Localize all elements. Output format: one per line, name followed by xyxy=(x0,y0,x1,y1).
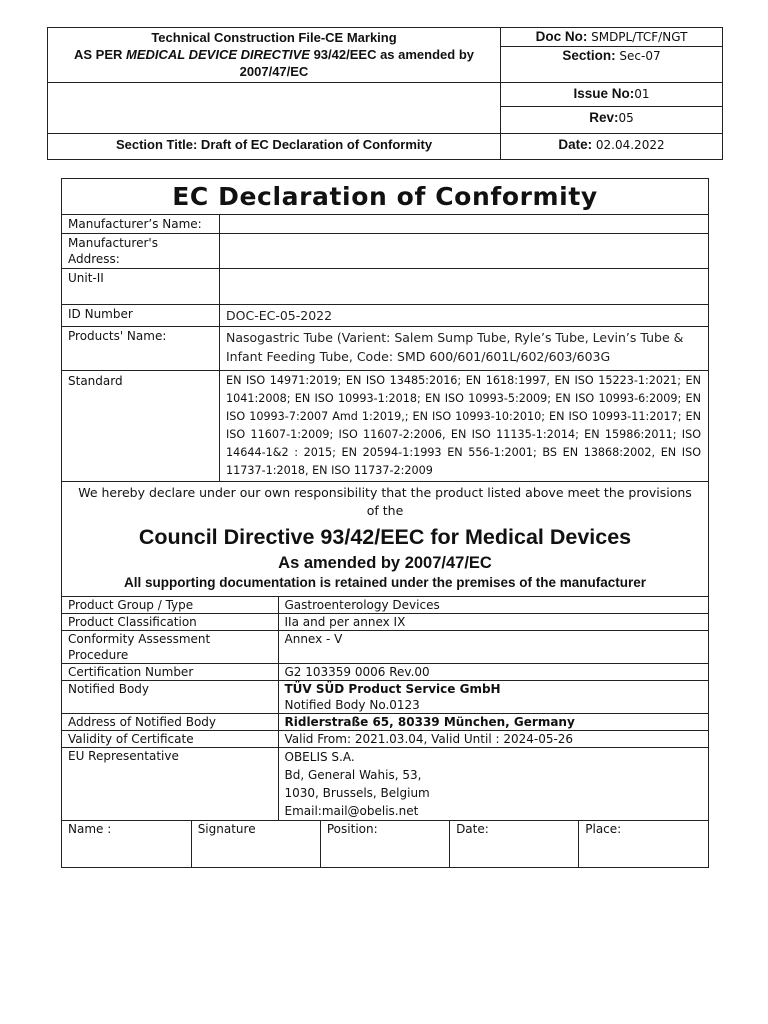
name-field[interactable]: Name : xyxy=(62,821,191,867)
table-row xyxy=(62,597,708,614)
notified-body-label: Notified Body xyxy=(62,681,278,714)
amended-heading: As amended by 2007/47/EC xyxy=(278,554,492,572)
eu-rep-line4: Email:mail@obelis.net xyxy=(284,804,419,818)
supporting-docs-note: All supporting documentation is retained under the premises of the manufacturer xyxy=(123,575,647,590)
directive-heading: Council Directive 93/42/EEC for Medical Devices xyxy=(138,525,632,549)
id-number-value: DOC-EC-05-2022 xyxy=(220,305,709,327)
signature-field[interactable]: Signature xyxy=(191,821,320,867)
eu-rep-line1: OBELIS S.A. xyxy=(284,750,355,764)
header-title-line2 xyxy=(48,46,500,63)
notified-body-value xyxy=(278,681,708,714)
standard-value: EN ISO 14971:2019; EN ISO 13485:2016; EN 1618:1997, EN ISO 15223-1:2021; EN 1041:2008; EN ISO 10993-1:2018; EN ISO 10993-5:2009; EN ISO 10993-6:2009; EN ISO 10993-7:2007 Amd 1:2019,; EN ISO 10993-10:2010; EN ISO 10993-11:2017; EN ISO 11607-1:2009; ISO 11607-2:2006, EN ISO 11135-1:2014; EN 15986:2011; ISO 14644-1&2 : 2015; EN 20594-1:1993 EN 556-1:2001; BS EN 13868:2002, EN ISO 11737-1:2018, EN ISO 11737-2:2009 xyxy=(220,371,709,482)
place-field[interactable]: Place: xyxy=(579,821,708,867)
section-value: Sec-07 xyxy=(619,49,661,63)
manufacturer-address-field[interactable] xyxy=(220,234,709,269)
table-row xyxy=(62,631,708,664)
declaration-form xyxy=(61,178,709,868)
certification-number-value: G2 103359 0006 Rev.00 xyxy=(278,664,708,681)
issue-label: Issue No: xyxy=(573,86,635,101)
doc-no-label: Doc No: xyxy=(535,29,592,44)
validity-value: Valid From: 2021.03.04, Valid Until : 2024-05-26 xyxy=(278,731,708,748)
header-title-suffix: 93/42/EEC as amended by xyxy=(309,47,474,62)
signature-table xyxy=(62,821,708,867)
eu-representative-label: EU Representative xyxy=(62,748,278,821)
header-blank-cell xyxy=(48,83,501,134)
table-row xyxy=(62,714,708,731)
details-table xyxy=(62,597,708,820)
declaration-statement xyxy=(62,482,709,597)
section-label: Section: xyxy=(562,48,620,63)
products-name-label: Products' Name: xyxy=(62,327,220,371)
issue-value: 01 xyxy=(634,87,650,101)
section-cell xyxy=(501,47,723,83)
table-row xyxy=(62,614,708,631)
rev-label: Rev: xyxy=(589,110,619,125)
certification-number-label: Certification Number xyxy=(62,664,278,681)
conformity-procedure-label: Conformity Assessment Procedure xyxy=(62,631,278,664)
issue-cell xyxy=(501,83,723,107)
notified-body-name: TÜV SÜD Product Service GmbH xyxy=(284,682,501,696)
manufacturer-address-label: Manufacturer's Address: xyxy=(62,234,220,269)
document-header xyxy=(47,27,723,160)
date-cell xyxy=(501,134,723,160)
details-container xyxy=(62,597,709,821)
conformity-procedure-value: Annex - V xyxy=(278,631,708,664)
id-number-label: ID Number xyxy=(62,305,220,327)
eu-rep-line2: Bd, General Wahis, 53, xyxy=(284,768,422,782)
header-title-line3: 2007/47/EC xyxy=(239,64,309,79)
header-title-directive: MEDICAL DEVICE DIRECTIVE xyxy=(126,47,310,62)
doc-no-cell xyxy=(501,28,723,47)
rev-value: 05 xyxy=(618,111,634,125)
section-title: Section Title: Draft of EC Declaration of Conformity xyxy=(115,137,433,152)
table-row xyxy=(62,664,708,681)
date-field[interactable]: Date: xyxy=(450,821,579,867)
product-group-value: Gastroenterology Devices xyxy=(278,597,708,614)
manufacturer-name-label: Manufacturer’s Name: xyxy=(62,215,220,234)
table-row xyxy=(62,748,708,821)
notified-body-address-value: Ridlerstraße 65, 80339 München, Germany xyxy=(278,714,708,731)
position-field[interactable]: Position: xyxy=(320,821,449,867)
manufacturer-name-field[interactable] xyxy=(220,215,709,234)
date-label: Date: xyxy=(558,137,596,152)
validity-label: Validity of Certificate xyxy=(62,731,278,748)
rev-cell xyxy=(501,107,723,134)
section-title-cell xyxy=(48,134,501,160)
standard-label: Standard xyxy=(62,371,220,482)
declaration-text: We hereby declare under our own responsibility that the product listed above meet the provisions of the xyxy=(78,485,692,518)
header-title-line1: Technical Construction File-CE Marking xyxy=(151,30,397,45)
eu-rep-line3: 1030, Brussels, Belgium xyxy=(284,786,430,800)
date-value: 02.04.2022 xyxy=(595,138,665,152)
classification-label: Product Classification xyxy=(62,614,278,631)
product-group-label: Product Group / Type xyxy=(62,597,278,614)
unit-label: Unit-II xyxy=(62,269,220,305)
notified-body-number: Notified Body No.0123 xyxy=(284,698,420,712)
header-title-cell xyxy=(48,28,501,83)
signature-container xyxy=(62,821,709,868)
products-name-value: Nasogastric Tube (Varient: Salem Sump Tube, Ryle’s Tube, Levin’s Tube & Infant Feeding Tube, Code: SMD 600/601/601L/602/603/603G xyxy=(220,327,709,371)
header-title-prefix: AS PER xyxy=(74,47,127,62)
notified-body-address-label: Address of Notified Body xyxy=(62,714,278,731)
doc-no-value: SMDPL/TCF/NGT xyxy=(591,30,688,44)
table-row xyxy=(62,731,708,748)
table-row xyxy=(62,681,708,714)
eu-representative-value xyxy=(278,748,708,821)
form-title: EC Declaration of Conformity xyxy=(62,179,709,215)
unit-field[interactable] xyxy=(220,269,709,305)
table-row xyxy=(62,821,708,867)
classification-value: IIa and per annex IX xyxy=(278,614,708,631)
